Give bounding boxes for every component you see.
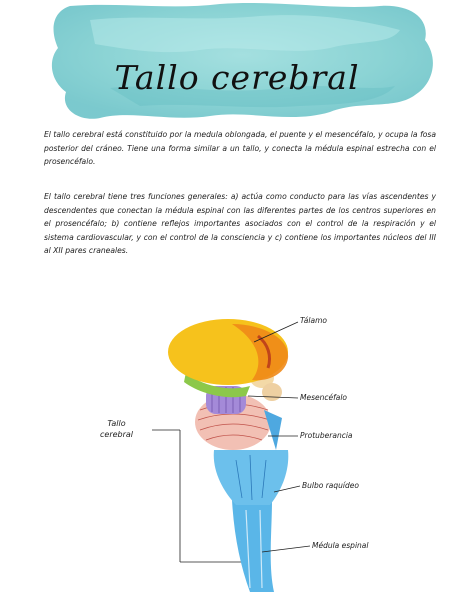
- paragraph-1: El tallo cerebral está constituido por la medula oblongada, el puente y el mesencéfalo, y ocupa la fosa posterior del cráneo. Tiene una forma similar a un tallo, y conecta la médula espinal estrecha con el prosencéfalo.: [44, 130, 436, 167]
- spinal-cord: [232, 500, 274, 592]
- label-midbrain: Mesencéfalo: [300, 393, 348, 402]
- label-pons: Protuberancia: [300, 431, 353, 440]
- label-thalamus: Tálamo: [300, 316, 327, 325]
- side-label: [100, 418, 133, 440]
- paragraph-2: El tallo cerebral tiene tres funciones generales: a) actúa como conducto para las vías ascendentes y descendentes que conectan la médula espinal con las diferentes partes de los centros superiores en el prosencéfalo; b) contiene reflejos importantes asociados con el control de la respiración y el sistema cardiovascular, y con el control de la consciencia y c) contiene los importantes núcleos del III al XII pares craneales.: [44, 192, 436, 256]
- side-label-line-2: cerebral: [100, 430, 134, 439]
- side-label-line-1: Tallo: [107, 419, 126, 428]
- label-spinal-cord: Médula espinal: [312, 541, 369, 550]
- brainstem-diagram: [0, 300, 474, 614]
- page-title: Tallo cerebral: [114, 58, 360, 97]
- label-medulla: Bulbo raquídeo: [302, 481, 359, 490]
